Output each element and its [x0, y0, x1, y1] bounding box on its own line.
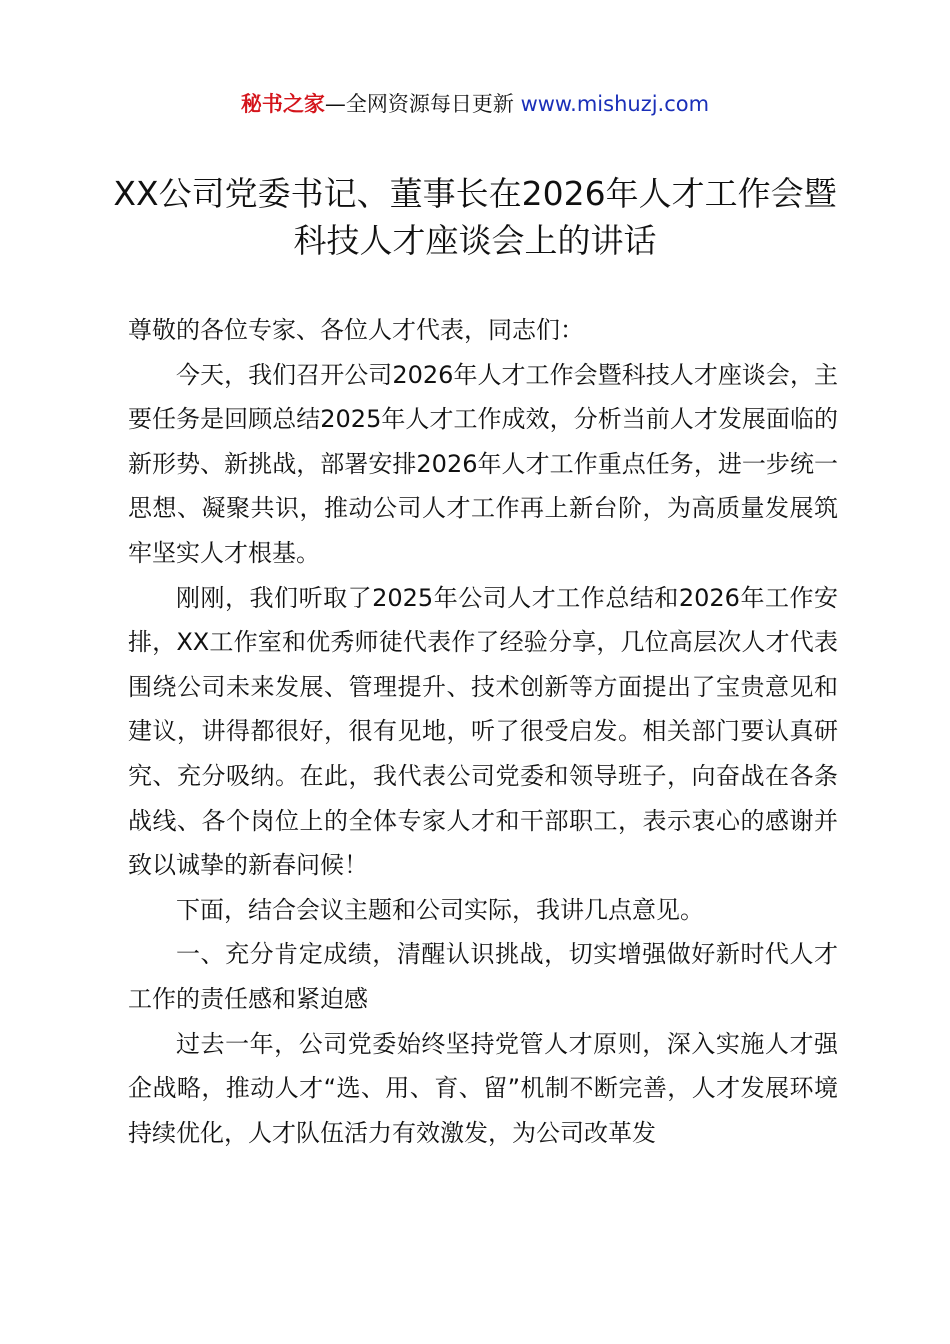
document-body [128, 308, 838, 1155]
site-url[interactable]: www.mishuzj.com [520, 92, 710, 116]
site-brand: 秘书之家 [240, 92, 325, 116]
body-paragraph-3: 下面，结合会议主题和公司实际，我讲几点意见。 [176, 895, 704, 924]
document-title: XX公司党委书记、董事长在2026年人才工作会暨科技人才座谈会上的讲话 [113, 174, 837, 260]
salutation: 尊敬的各位专家、各位人才代表，同志们： [128, 316, 584, 344]
body-paragraph-2: 刚刚，我们听取了2025年公司人才工作总结和2026年工作安排，XX工作室和优秀师徒代表作了经验分享，几位高层次人才代表围绕公司未来发展、管理提升、技术创新等方面提出了宝贵意见和建议，讲得都很好，很有见地，听了很受启发。相关部门要认真研究、充分吸纳。在此，我代表公司党委和领导班子，向奋战在各条战线、各个岗位上的全体专家人才和干部职工，表示衷心的感谢并致以诚挚的新春问候！ [128, 583, 838, 880]
section-heading-1: 一、充分肯定成绩，清醒认识挑战，切实增强做好新时代人才工作的责任感和紧迫感 [128, 940, 838, 1013]
site-tagline: —全网资源每日更新 [324, 92, 521, 116]
site-header [0, 88, 950, 120]
body-paragraph-1: 今天，我们召开公司2026年人才工作会暨科技人才座谈会，主要任务是回顾总结2025年人才工作成效，分析当前人才发展面临的新形势、新挑战，部署安排2026年人才工作重点任务，进一步统一思想、凝聚共识，推动公司人才工作再上新台阶，为高质量发展筑牢坚实人才根基。 [128, 360, 838, 567]
section-paragraph-1: 过去一年，公司党委始终坚持党管人才原则，深入实施人才强企战略，推动人才“选、用、育、留”机制不断完善，人才发展环境持续优化，人才队伍活力有效激发，为公司改革发 [128, 1029, 838, 1147]
